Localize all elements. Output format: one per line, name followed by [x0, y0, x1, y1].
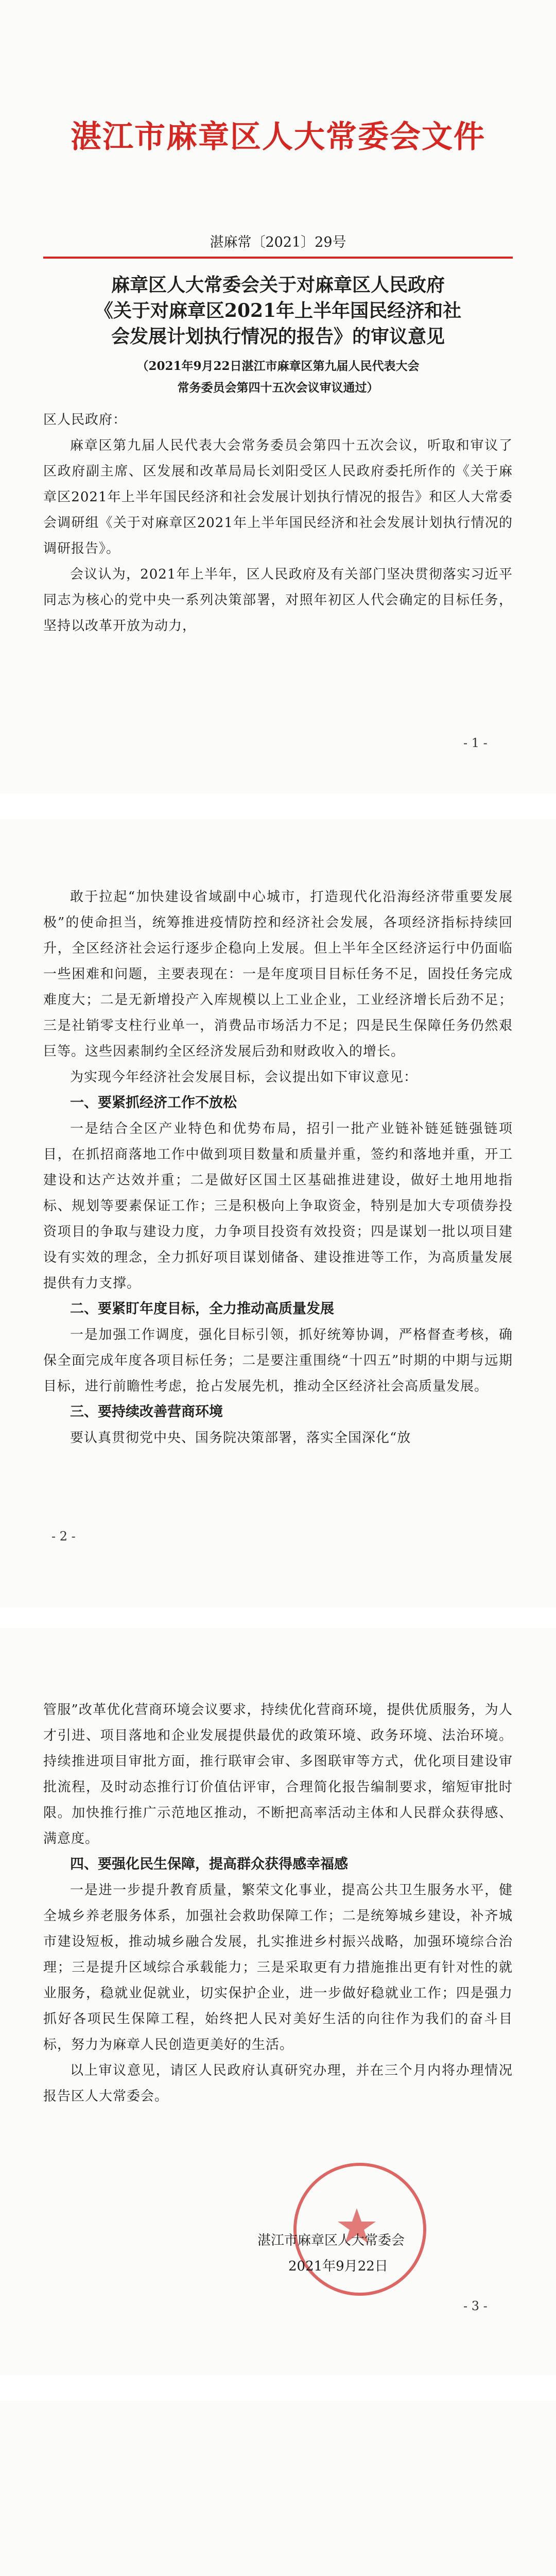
document-number: 湛麻常〔2021〕29号 [210, 234, 346, 250]
signature-org: 湛江市麻章区人大常委会 [257, 2233, 405, 2248]
title-line-2: 《关于对麻章区2021年上半年国民经济和社 [94, 300, 462, 321]
signature-date: 2021年9月22日 [288, 2259, 388, 2274]
paragraph: 敢于拉起“加快建设省域副中心城市，打造现代化沿海经济带重要发展极”的使命担当，统筹推进疫情防控和经济社会发展，各项经济指标持续回升，全区经济社会运行逐步企稳向上发展。但上半年全区经济运行中仍面临一些困难和问题，主要表现在：一是年度项目目标任务不足，固投任务完成难度大；二是无新增投产入库规模以上工业企业，工业经济增长后劲不足；三是社销零支柱行业单一，消费品市场活力不足；四是民生保障任务仍然艰巨等。这些因素制约全区经济发展后劲和财政收入的增长。 [43, 889, 513, 1059]
paragraph: 会议认为，2021年上半年，区人民政府及有关部门坚决贯彻落实习近平同志为核心的党中央一系列决策部署，对照年初区人代会确定的目标任务，坚持以改革开放为动力， [43, 567, 513, 634]
paragraph: 一是结合全区产业特色和优势布局，招引一批产业链补链延链强链项目，在抓招商落地工作中做到项目数量和质量并重，签约和落地并重，开工建设和达产达效并重；二是做好区国土区基础推进建设，做好土地用地指标、规划等要素保证工作；三是积极向上争取资金，特别是加大专项债券投资项目的争取与建设力度，力争项目投资有效投资；四是谋划一批以项目建设有实效的理念，全力抓好项目谋划储备、建设推进等工作，为高质量发展提供有力支撑。 [43, 1121, 513, 1291]
official-seal [293, 2163, 426, 2296]
document-page-3 [0, 1628, 556, 2375]
document-page-2 [0, 819, 556, 1607]
paragraph: 麻章区第九届人民代表大会常务委员会第四十五次会议，听取和审议了区政府副主席、区发展和改革局局长刘阳受区人民政府委托所作的《关于麻章区2021年上半年国民经济和社会发展计划执行情况的报告》和区人大常委会调研组《关于对麻章区2021年上半年国民经济和社会发展计划执行情况的调研报告》。 [43, 438, 513, 556]
closing-paragraph: 以上审议意见，请区人民政府认真研究办理，并在三个月内将办理情况报告区人大常委会。 [43, 2063, 513, 2104]
page-number: - 3 - [463, 2299, 488, 2313]
page-gap [0, 793, 556, 819]
page1-body [43, 407, 513, 639]
page-number: - 1 - [463, 736, 488, 750]
red-rule-1 [43, 257, 513, 259]
subtitle-line-1: （2021年9月22日湛江市麻章区第九届人民代表大会 [136, 359, 420, 373]
document-title [0, 272, 556, 349]
title-line-1: 麻章区人大常委会关于对麻章区人民政府 [111, 274, 445, 296]
paragraph: 为实现今年经济社会发展目标，会议提出如下审议意见： [70, 1070, 418, 1085]
page3-body [43, 1697, 513, 2109]
page-gap [0, 2375, 556, 2401]
page-gap [0, 1607, 556, 1628]
section-2-title: 二、要紧盯年度目标，全力推动高质量发展 [70, 1301, 334, 1317]
paragraph: 一是进一步提升教育质量，繁荣文化事业，提高公共卫生服务水平，健全城乡养老服务体系，加强社会救助保障工作；二是统筹城乡建设，补齐城市建设短板，推动城乡融合发展，扎实推进乡村振兴战略，加强环境综合治理；三是提升区域综合承载能力；三是采取更有力措施推出更有针对性的就业服务，稳就业促就业，切实保护企业，进一步做好稳就业工作；四是强力抓好各项民生保障工程，始终把人民对美好生活的向往作为我们的奋斗目标，努力为麻章人民创造更美好的生活。 [43, 1883, 513, 2053]
page2-body [43, 884, 513, 1451]
document-header-title: 湛江市麻章区人大常委会文件 [71, 119, 485, 155]
section-1-title: 一、要紧抓经济工作不放松 [70, 1095, 237, 1111]
document-page-1 [0, 0, 556, 793]
page-number: - 2 - [51, 1529, 76, 1544]
salutation: 区人民政府： [43, 412, 127, 428]
section-3-title: 三、要持续改善营商环境 [70, 1404, 223, 1420]
title-line-3: 会发展计划执行情况的报告》的审议意见 [111, 326, 445, 347]
document-page-4 [0, 2401, 556, 2576]
subtitle-line-2: 常务委员会第四十五次会议审议通过） [177, 381, 379, 395]
document-subtitle [0, 355, 556, 399]
section-4-title: 四、要强化民生保障，提高群众获得感幸福感 [70, 1856, 348, 1872]
paragraph: 一是加强工作调度，强化目标引领，抓好统筹协调，严格督查考核，确保全面完成年度各项目标任务；二是要注重围绕“十四五”时期的中期与远期目标，进行前瞻性考虑，抢占发展先机，推动全区经济社会高质量发展。 [43, 1327, 513, 1394]
paragraph: 要认真贯彻党中央、国务院决策部署，落实全国深化“放 [70, 1430, 411, 1446]
paragraph: 管服”改革优化营商环境会议要求，持续优化营商环境，提供优质服务，为人才引进、项目落地和企业发展提供最优的政策环境、政务环境、法治环境。持续推进项目审批方面，推行联审会审、多图联审等方式，优化项目建设审批流程，及时动态推行订价值估评审，合理简化报告编制要求，缩短审批时限。加快推行推广示范地区推动，不断把高率活动主体和人民群众获得感、满意度。 [43, 1702, 513, 1846]
